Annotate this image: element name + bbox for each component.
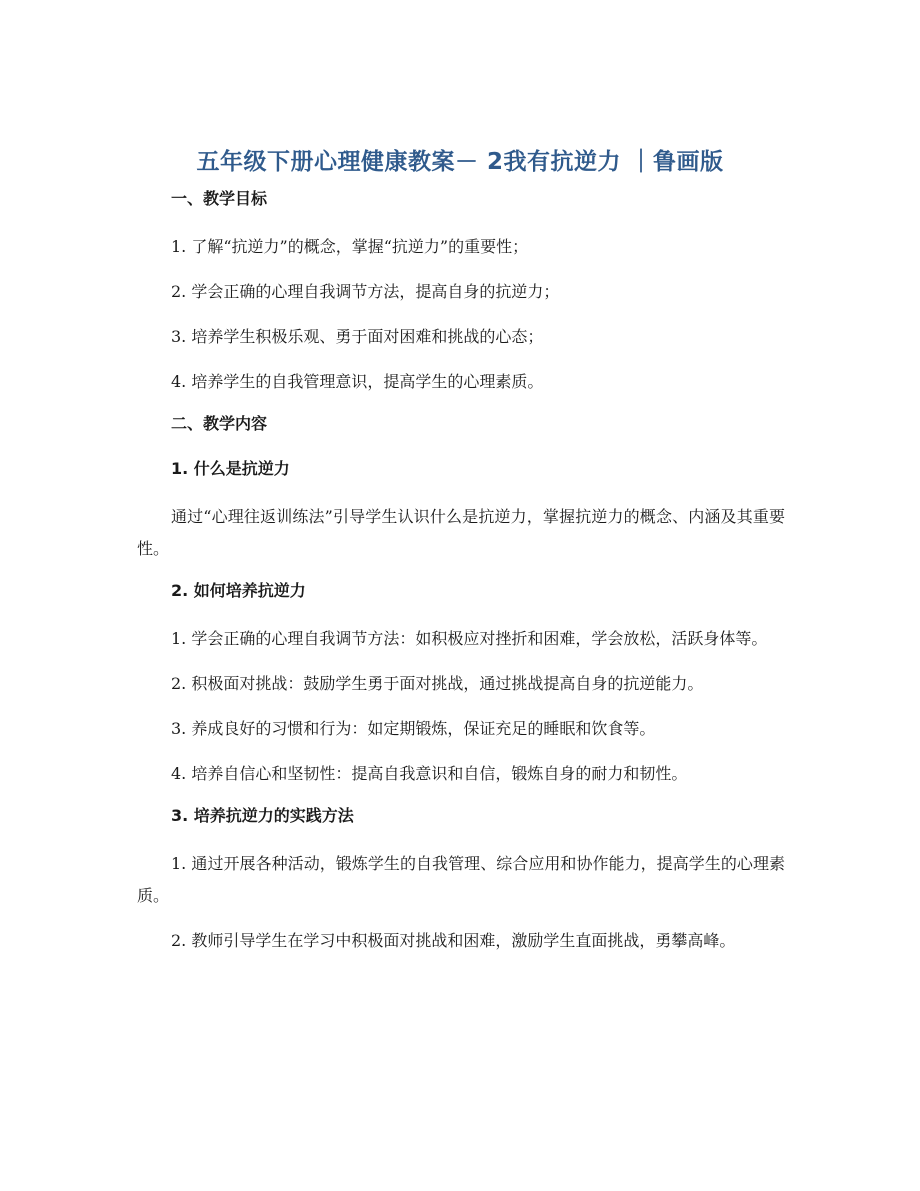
objective-item: 1. 了解“抗逆力”的概念，掌握“抗逆力”的重要性；: [171, 237, 529, 256]
method-item: 2. 积极面对挑战：鼓励学生勇于面对挑战，通过挑战提高自身的抗逆能力。: [171, 674, 704, 693]
section-heading-objectives: 一、教学目标: [171, 189, 268, 208]
document-title: 五年级下册心理健康教案－ 2我有抗逆力 ｜鲁画版: [196, 149, 724, 175]
objective-item: 4. 培养学生的自我管理意识，提高学生的心理素质。: [171, 372, 544, 391]
objective-item: 3. 培养学生积极乐观、勇于面对困难和挑战的心态；: [171, 327, 544, 346]
method-item: 3. 养成良好的习惯和行为：如定期锻炼，保证充足的睡眠和饮食等。: [171, 719, 656, 738]
practice-item: 2. 教师引导学生在学习中积极面对挑战和困难，激励学生直面挑战，勇攀高峰。: [171, 931, 736, 950]
paragraph: 通过“心理往返训练法”引导学生认识什么是抗逆力，掌握抗逆力的概念、内涵及其重要性。: [137, 507, 785, 558]
method-item: 4. 培养自信心和坚韧性：提高自我意识和自信，锻炼自身的耐力和韧性。: [171, 764, 688, 783]
section-heading-content: 二、教学内容: [171, 414, 268, 433]
subheading-what-is-resilience: 1. 什么是抗逆力: [171, 459, 290, 478]
objective-item: 2. 学会正确的心理自我调节方法，提高自身的抗逆力；: [171, 282, 560, 301]
subheading-practice-methods: 3. 培养抗逆力的实践方法: [171, 806, 354, 825]
practice-item: 1. 通过开展各种活动，锻炼学生的自我管理、综合应用和协作能力，提高学生的心理素质。: [137, 854, 785, 905]
subheading-how-to-cultivate: 2. 如何培养抗逆力: [171, 581, 306, 600]
document-body: [137, 186, 785, 970]
method-item: 1. 学会正确的心理自我调节方法：如积极应对挫折和困难，学会放松，活跃身体等。: [171, 629, 768, 648]
